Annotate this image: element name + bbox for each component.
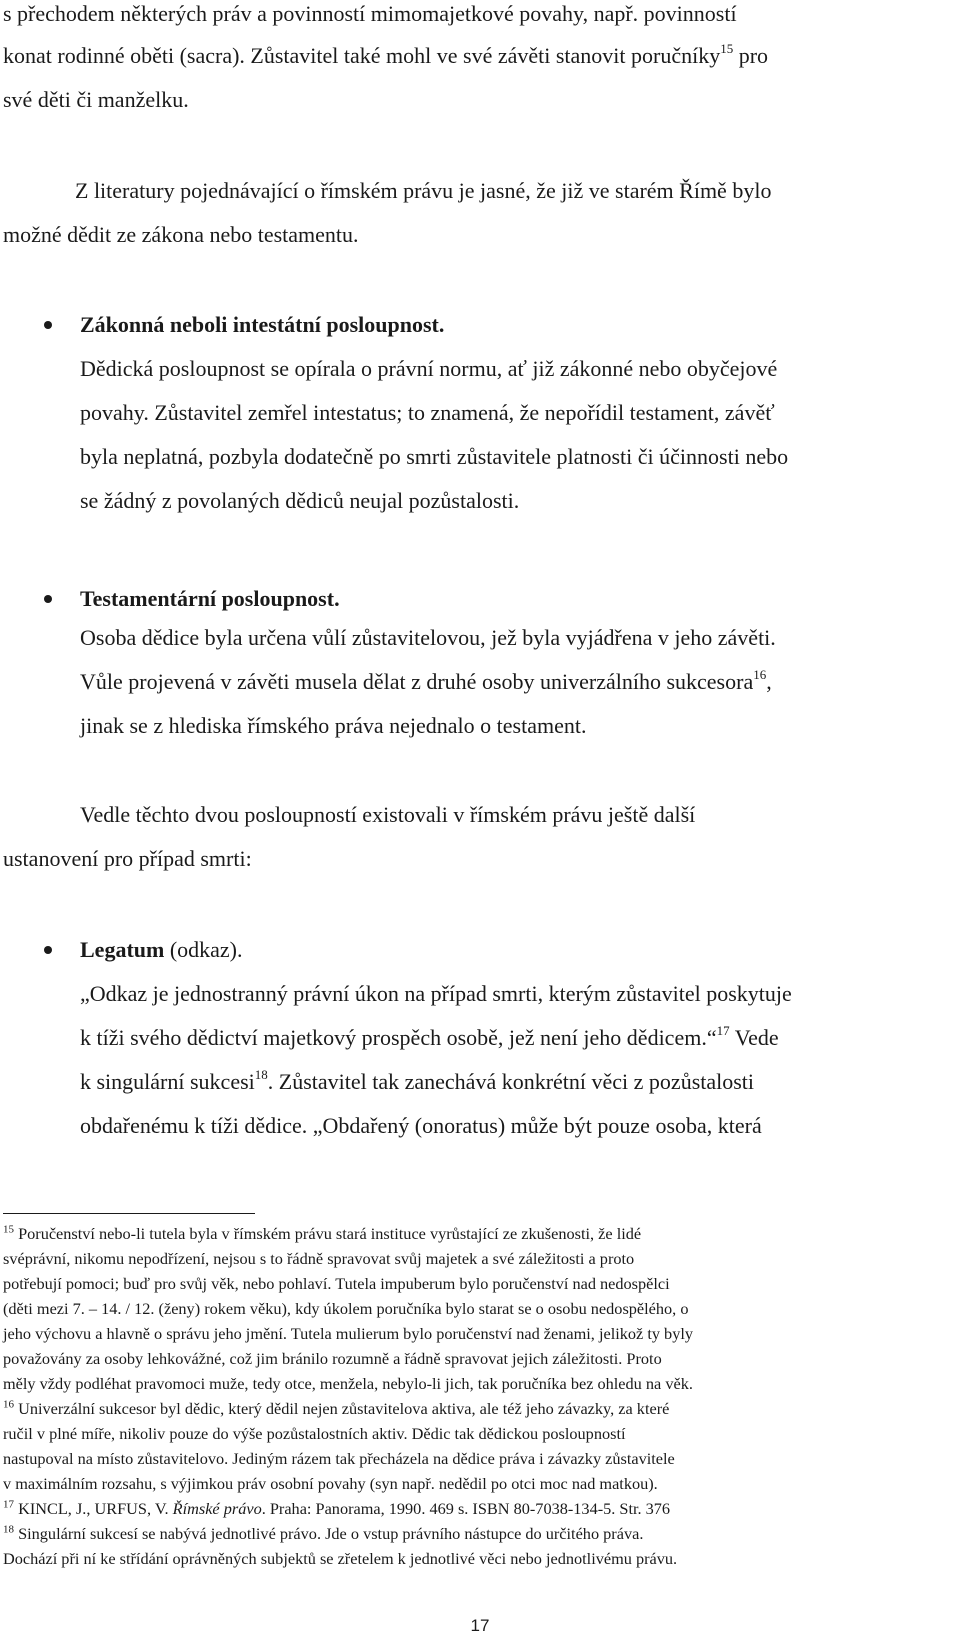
footnote-17-line-1 — [3, 1498, 670, 1520]
legatum-line-2-end: Vede — [729, 1025, 779, 1050]
footnote-ref-17[interactable]: 17 — [716, 1022, 730, 1038]
list-item-1-line-3: byla neplatná, pozbyla dodatečně po smrti zůstavitele platnosti či účinnosti nebo — [80, 444, 789, 469]
list-item-title-legatum — [80, 936, 243, 964]
bullet-icon — [44, 321, 52, 329]
footnote-15-line-6: považovány za osoby lehkovážné, což jim bránilo rozumně a řádně spravovat jejich záležitosti. Proto — [3, 1349, 662, 1368]
paragraph-1-line-2-end: pro — [733, 43, 769, 68]
footnote-18-line-1 — [3, 1523, 643, 1545]
paragraph-1-line-2 — [3, 42, 768, 70]
legatum-line-3-text: k singulární sukcesi — [80, 1069, 255, 1094]
footnote-17-text-a: KINCL, J., URFUS, V. — [14, 1499, 173, 1518]
footnote-15-text: Poručenství nebo-li tutela byla v římském právu stará instituce vyrůstající ze zkušenosti, že lidé — [14, 1224, 642, 1243]
list-item-2-line-3: jinak se z hlediska římského práva nejednalo o testament. — [80, 713, 587, 738]
legatum-line-2 — [80, 1024, 779, 1052]
legatum-line-3 — [80, 1068, 754, 1096]
paragraph-2-line-2: možné dědit ze zákona nebo testamentu. — [3, 222, 359, 247]
footnote-15-line-3: potřebují pomoci; buď pro svůj věk, nebo pohlaví. Tutela impuberum bylo poručenství nad nedospělci — [3, 1274, 670, 1293]
footnote-16-line-3: nastupoval na místo zůstavitelovo. Jediným rázem tak přecházela na dědice práva i závazky zůstavitele — [3, 1449, 675, 1468]
footnote-15-line-2: svéprávní, nikomu nepodřízení, nejsou s to řádně spravovat svůj majetek a své záležitosti a proto — [3, 1249, 635, 1268]
paragraph-1-line-2-text: konat rodinné oběti (sacra). Zůstavitel také mohl ve své závěti stanovit poručníky — [3, 43, 721, 68]
list-item-2-line-1: Osoba dědice byla určena vůlí zůstavitelovou, jež byla vyjádřena v jeho závěti. — [80, 625, 776, 650]
list-item-1-line-2: povahy. Zůstavitel zemřel intestatus; to znamená, že nepořídil testament, závěť — [80, 400, 775, 425]
list-item-2-line-2 — [80, 668, 772, 696]
footnote-18-text: Singulární sukcesí se nabývá jednotlivé právo. Jde o vstup právního nástupce do určitého práva. — [14, 1524, 644, 1543]
page-number: 17 — [470, 1616, 490, 1635]
list-item-title-testamentarni: Testamentární posloupnost. — [80, 586, 340, 611]
legatum-line-2-text: k tíži svého dědictví majetkový prospěch osobě, jež není jeho dědicem.“ — [80, 1025, 717, 1050]
legatum-line-3-end: . Zůstavitel tak zanechává konkrétní věci z pozůstalosti — [267, 1069, 755, 1094]
footnote-ref-18[interactable]: 18 — [254, 1066, 268, 1082]
footnote-15-line-4: (děti mezi 7. – 14. / 12. (ženy) rokem věku), kdy úkolem poručníka bylo starat se o osobu nedospělého, o — [3, 1299, 689, 1318]
list-item-title-zakonna: Zákonná neboli intestátní posloupnost. — [80, 312, 445, 337]
footnote-ref-15[interactable]: 15 — [720, 40, 734, 56]
paragraph-3-line-2: ustanovení pro případ smrti: — [3, 846, 252, 871]
paragraph-1-line-3: své děti či manželku. — [3, 87, 189, 112]
footnote-16-line-1 — [3, 1398, 669, 1420]
footnote-17-text-b: . Praha: Panorama, 1990. 469 s. ISBN 80-7038-134-5. Str. 376 — [261, 1499, 671, 1518]
footnote-18-line-2: Dochází při ní ke střídání oprávněných subjektů se zřetelem k jednotlivé věci nebo jednotlivému právu. — [3, 1549, 678, 1568]
footnote-16-text: Univerzální sukcesor byl dědic, který dědil nejen zůstavitelova aktiva, ale též jeho závazky, za které — [14, 1399, 670, 1418]
footnote-16-number: 16 — [3, 1398, 14, 1411]
footnote-17-number: 17 — [3, 1498, 14, 1511]
paragraph-1-line-1: s přechodem některých práv a povinností mimomajetkové povahy, např. povinností — [3, 1, 737, 26]
legatum-line-1: „Odkaz je jednostranný právní úkon na případ smrti, kterým zůstavitel poskytuje — [80, 981, 792, 1006]
footnote-15-line-7: měly vždy podléhat pravomoci muže, tedy otce, menžela, nebylo-li jich, tak poručníka bez ohledu na věk. — [3, 1374, 693, 1393]
list-item-1-line-1: Dědická posloupnost se opírala o právní normu, ať již zákonné nebo obyčejové — [80, 356, 778, 381]
footnote-15-line-5: jeho výchovu a hlavně o správu jeho jmění. Tutela mulierum bylo poručenství nad ženami, jelikož ty byly — [3, 1324, 694, 1343]
footnote-16-line-2: ručil v plné míře, nikoliv pouze do výše pozůstalostních aktiv. Dědic tak dědickou posloupností — [3, 1424, 626, 1443]
list-item-2-line-2-text: Vůle projevená v závěti musela dělat z druhé osoby univerzálního sukcesora — [80, 669, 754, 694]
footnote-separator — [3, 1213, 255, 1214]
paragraph-2-line-1: Z literatury pojednávající o římském právu je jasné, že již ve starém Římě bylo — [75, 178, 772, 203]
bullet-icon — [44, 946, 52, 954]
legatum-term: Legatum — [80, 937, 165, 962]
legatum-term-rest: (odkaz). — [164, 937, 243, 962]
footnote-16-line-4: v maximálním rozsahu, s výjimkou práv osobní povahy (syn např. nedědil po otci moc nad matkou). — [3, 1474, 658, 1493]
paragraph-3-line-1: Vedle těchto dvou posloupností existovali v římském právu ještě další — [80, 802, 696, 827]
footnote-15-number: 15 — [3, 1223, 14, 1236]
list-item-2-line-2-end: , — [766, 669, 772, 694]
footnote-ref-16[interactable]: 16 — [753, 666, 767, 682]
footnote-18-number: 18 — [3, 1523, 14, 1536]
bullet-icon — [44, 595, 52, 603]
footnote-17-book-title: Římské právo — [172, 1499, 262, 1518]
legatum-line-4: obdařenému k tíži dědice. „Obdařený (onoratus) může být pouze osoba, která — [80, 1113, 762, 1138]
footnote-15-line-1 — [3, 1223, 641, 1245]
list-item-1-line-4: se žádný z povolaných dědiců neujal pozůstalosti. — [80, 488, 520, 513]
